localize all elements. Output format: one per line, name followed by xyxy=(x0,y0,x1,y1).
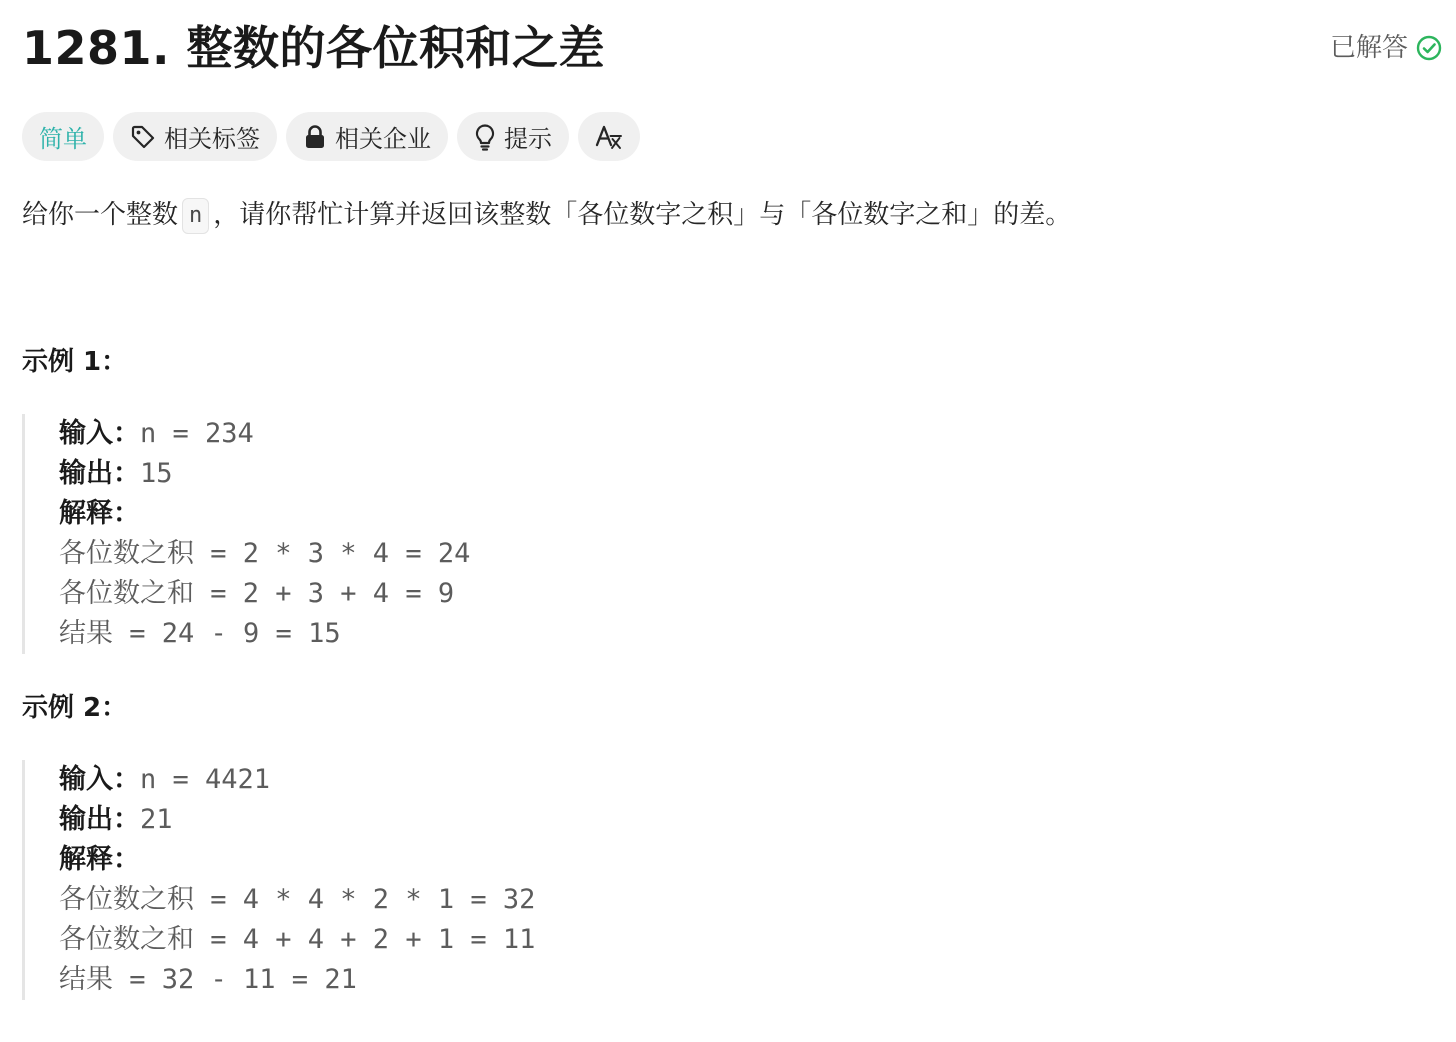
check-circle-icon xyxy=(1416,35,1442,61)
lock-icon xyxy=(303,124,327,150)
description-text-after: ，请你帮忙计算并返回该整数「各位数字之积」与「各位数字之和」的差。 xyxy=(213,200,1072,230)
tag-icon xyxy=(130,124,156,150)
example-2-explanation-line: 各位数之和 = 4 + 4 + 2 + 1 = 11 xyxy=(59,924,536,955)
topics-tag-button[interactable] xyxy=(113,112,277,161)
solved-status xyxy=(1330,32,1442,64)
example-2-title: 示例 2： xyxy=(22,693,128,723)
output-value: 15 xyxy=(140,458,173,489)
input-label: 输入： xyxy=(59,418,140,449)
example-1-explanation-row xyxy=(59,494,470,534)
hints-tag-button[interactable] xyxy=(457,112,569,161)
description-text-before: 给你一个整数 xyxy=(22,200,179,230)
example-1-block xyxy=(22,414,470,654)
inline-code-n: n xyxy=(182,198,209,234)
example-2-output-row xyxy=(59,800,535,840)
example-2-input-row xyxy=(59,760,535,800)
example-1-explanation-line: 各位数之和 = 2 + 3 + 4 = 9 xyxy=(59,578,455,609)
hints-label: 提示 xyxy=(504,125,552,153)
example-1-title: 示例 1： xyxy=(22,347,128,377)
example-1-explanation-line: 结果 = 24 - 9 = 15 xyxy=(59,618,341,649)
output-label: 输出： xyxy=(59,458,140,489)
example-2-explanation-line: 结果 = 32 - 11 = 21 xyxy=(59,964,357,995)
translate-icon xyxy=(595,124,623,150)
output-value: 21 xyxy=(140,804,173,835)
translate-button[interactable] xyxy=(578,112,640,161)
tag-bar xyxy=(22,112,640,161)
input-value: n = 4421 xyxy=(140,764,271,795)
companies-tag-button[interactable] xyxy=(286,112,448,161)
companies-label: 相关企业 xyxy=(335,125,431,153)
explanation-label: 解释： xyxy=(59,844,140,875)
topics-label: 相关标签 xyxy=(164,125,260,153)
example-2-explanation-line: 各位数之积 = 4 * 4 * 2 * 1 = 32 xyxy=(59,884,536,915)
problem-header xyxy=(22,18,1442,82)
difficulty-tag[interactable] xyxy=(22,112,104,161)
example-1-explanation-line: 各位数之积 = 2 * 3 * 4 = 24 xyxy=(59,538,471,569)
input-value: n = 234 xyxy=(140,418,254,449)
example-1-output-row xyxy=(59,454,470,494)
example-1-input-row xyxy=(59,414,470,454)
problem-description xyxy=(22,193,1071,237)
problem-title: 1281. 整数的各位积和之差 xyxy=(22,21,606,75)
difficulty-label: 简单 xyxy=(39,125,87,153)
solved-label: 已解答 xyxy=(1329,33,1408,63)
example-2-explanation-row xyxy=(59,840,535,880)
output-label: 输出： xyxy=(59,804,140,835)
input-label: 输入： xyxy=(59,764,140,795)
lightbulb-icon xyxy=(474,123,496,151)
explanation-label: 解释： xyxy=(59,498,140,529)
example-2-block xyxy=(22,760,535,1000)
